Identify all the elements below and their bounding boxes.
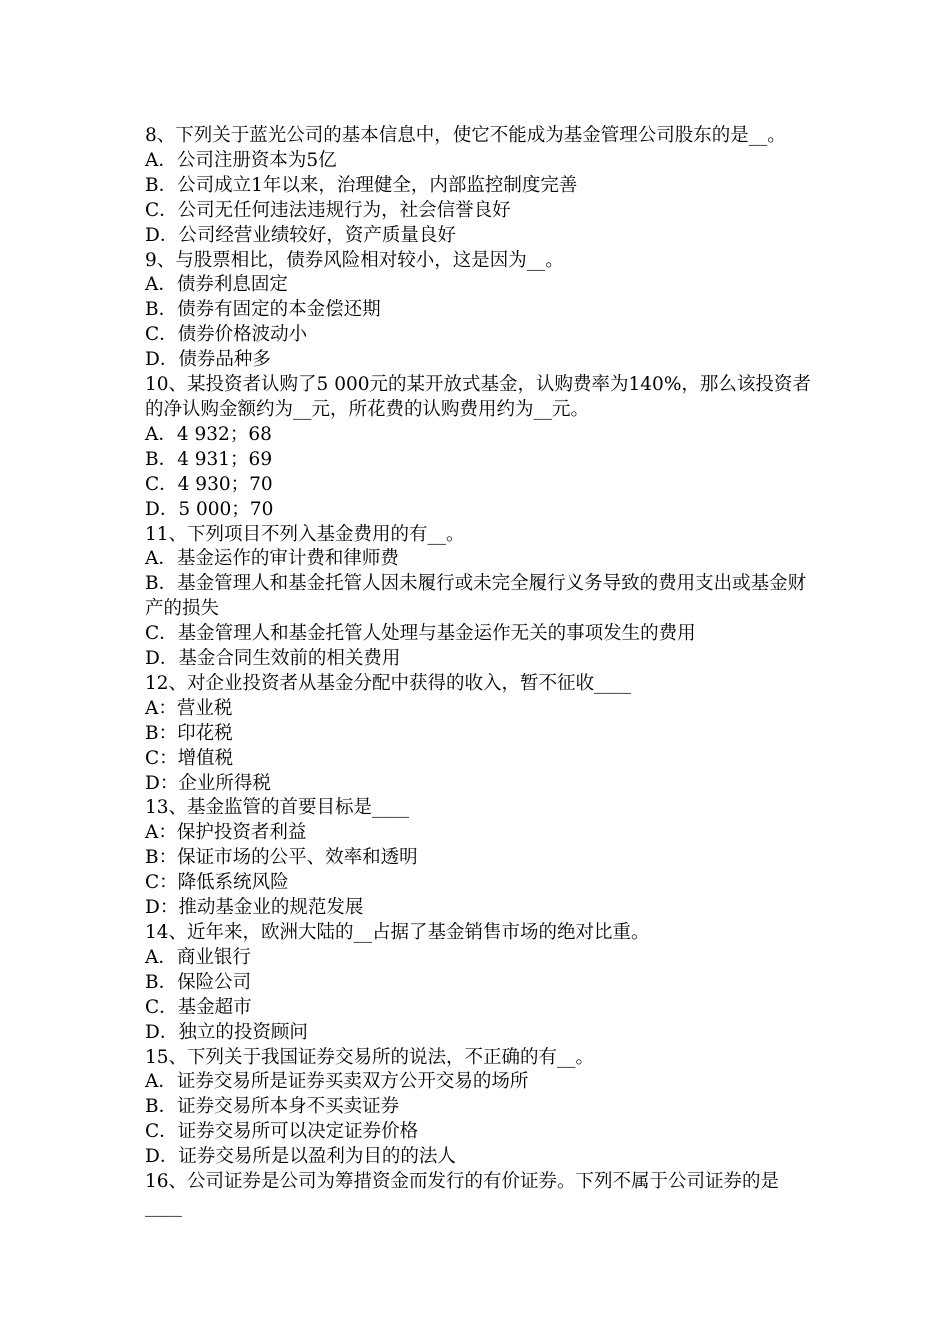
option-a: A：保护投资者利益 xyxy=(145,822,307,844)
option-a: A．基金运作的审计费和律师费 xyxy=(145,548,399,570)
option-d: D：企业所得税 xyxy=(145,772,271,794)
option-d: D．5 000；70 xyxy=(145,498,274,520)
question-8 xyxy=(145,124,815,249)
option-c: C：降低系统风险 xyxy=(145,872,289,894)
question-12 xyxy=(145,672,815,797)
option-d: D．独立的投资顾问 xyxy=(145,1021,308,1043)
option-a: A．商业银行 xyxy=(145,946,251,968)
question-stem: 9、与股票相比，债券风险相对较小，这是因为__。 xyxy=(145,249,564,271)
question-stem: 15、下列关于我国证券交易所的说法，不正确的有__。 xyxy=(145,1046,595,1068)
question-stem: 11、下列项目不列入基金费用的有__。 xyxy=(145,523,465,545)
option-c: C．债券价格波动小 xyxy=(145,324,308,346)
question-stem: 16、公司证券是公司为筹措资金而发行的有价证券。下列不属于公司证券的是____ xyxy=(145,1171,780,1217)
option-b: B．4 931；69 xyxy=(145,448,273,470)
question-stem: 10、某投资者认购了5 000元的某开放式基金，认购费率为140%，那么该投资者的净认购金额约为__元，所花费的认购费用约为__元。 xyxy=(145,374,811,420)
option-c: C．公司无任何违法违规行为，社会信誉良好 xyxy=(145,199,511,221)
option-b: B：保证市场的公平、效率和透明 xyxy=(145,847,418,869)
question-16 xyxy=(145,1170,815,1220)
question-stem: 14、近年来，欧洲大陆的__占据了基金销售市场的绝对比重。 xyxy=(145,922,650,943)
option-b: B：印花税 xyxy=(145,722,233,744)
question-13 xyxy=(145,796,815,921)
option-c: C．基金管理人和基金托管人处理与基金运作无关的事项发生的费用 xyxy=(145,623,696,645)
option-a: A．债券利息固定 xyxy=(145,274,288,296)
document-page xyxy=(145,124,815,1220)
option-d: D．证券交易所是以盈利为目的的法人 xyxy=(145,1146,456,1168)
question-9 xyxy=(145,249,815,374)
option-a: A．4 932；68 xyxy=(145,423,272,445)
option-d: D．公司经营业绩较好，资产质量良好 xyxy=(145,224,456,246)
option-d: D．基金合同生效前的相关费用 xyxy=(145,648,401,670)
option-b: B．基金管理人和基金托管人因未履行或未完全履行义务导致的费用支出或基金财产的损失 xyxy=(145,573,807,620)
option-b: B．证券交易所本身不买卖证券 xyxy=(145,1096,400,1118)
option-a: A．公司注册资本为5亿 xyxy=(145,149,337,171)
option-c: C：增值税 xyxy=(145,747,234,769)
option-a: A：营业税 xyxy=(145,697,233,719)
question-stem: 12、对企业投资者从基金分配中获得的收入，暂不征收____ xyxy=(145,672,632,694)
question-stem: 13、基金监管的首要目标是____ xyxy=(145,797,410,819)
option-d: D：推动基金业的规范发展 xyxy=(145,897,364,919)
question-10 xyxy=(145,373,815,522)
option-b: B．公司成立1年以来，治理健全，内部监控制度完善 xyxy=(145,174,578,196)
question-15 xyxy=(145,1046,815,1171)
question-11 xyxy=(145,523,815,672)
option-b: B．债券有固定的本金偿还期 xyxy=(145,299,381,321)
question-stem: 8、下列关于蓝光公司的基本信息中，使它不能成为基金管理公司股东的是__。 xyxy=(145,125,786,146)
option-c: C．证券交易所可以决定证券价格 xyxy=(145,1121,419,1143)
option-c: C．4 930；70 xyxy=(145,473,273,495)
option-b: B．保险公司 xyxy=(145,971,252,993)
option-a: A．证券交易所是证券买卖双方公开交易的场所 xyxy=(145,1071,529,1093)
option-d: D．债券品种多 xyxy=(145,349,271,371)
question-14 xyxy=(145,921,815,1046)
option-c: C．基金超市 xyxy=(145,996,252,1018)
